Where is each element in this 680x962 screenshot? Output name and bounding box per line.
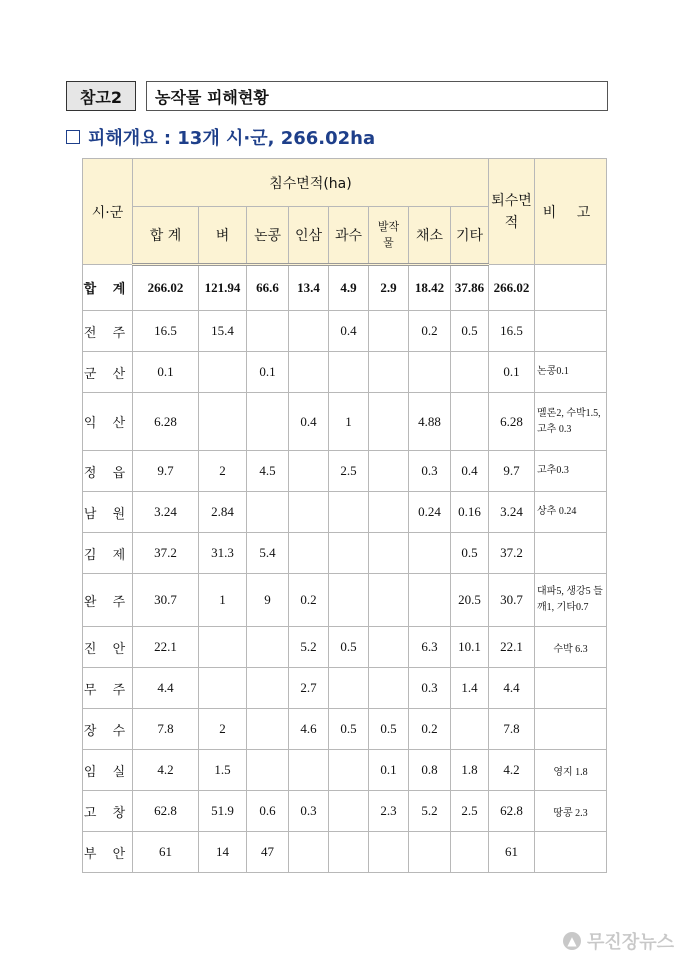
value-cell [289, 352, 329, 393]
table-row [83, 709, 607, 750]
crop-header: 인삼 [289, 207, 329, 265]
value-cell: 0.1 [247, 352, 289, 393]
crop-header: 기타 [451, 207, 489, 265]
value-cell: 61 [133, 832, 199, 873]
value-cell [329, 791, 369, 832]
value-cell: 0.5 [451, 311, 489, 352]
value-cell: 2.5 [451, 791, 489, 832]
region-cell: 남 원 [83, 492, 133, 533]
value-cell: 7.8 [133, 709, 199, 750]
crop-header: 발작물 [369, 207, 409, 265]
value-cell: 9.7 [489, 451, 535, 492]
region-cell: 전 주 [83, 311, 133, 352]
table-row [83, 832, 607, 873]
value-cell: 1.8 [451, 750, 489, 791]
table-row [83, 574, 607, 627]
table-row [83, 265, 607, 311]
note-cell: 고추0.3 [535, 451, 607, 492]
value-cell [329, 750, 369, 791]
value-cell: 37.2 [133, 533, 199, 574]
region-cell: 임 실 [83, 750, 133, 791]
value-cell [451, 832, 489, 873]
value-cell: 0.24 [409, 492, 451, 533]
value-cell [247, 492, 289, 533]
value-cell [329, 352, 369, 393]
watermark-text: 무진장뉴스 [587, 932, 674, 953]
drained-area-header: 퇴수면적 [489, 159, 535, 265]
value-cell: 6.28 [133, 393, 199, 451]
region-cell: 고 창 [83, 791, 133, 832]
value-cell: 0.4 [451, 451, 489, 492]
crop-header: 논콩 [247, 207, 289, 265]
value-cell [247, 709, 289, 750]
value-cell [199, 352, 247, 393]
reference-tag: 참고2 [66, 81, 136, 111]
overview-line [66, 124, 375, 150]
value-cell: 0.1 [133, 352, 199, 393]
value-cell: 16.5 [133, 311, 199, 352]
value-cell: 37.86 [451, 265, 489, 311]
value-cell: 0.1 [489, 352, 535, 393]
value-cell: 0.3 [289, 791, 329, 832]
region-cell: 김 제 [83, 533, 133, 574]
value-cell [369, 574, 409, 627]
value-cell: 2 [199, 709, 247, 750]
value-cell [369, 311, 409, 352]
value-cell [247, 627, 289, 668]
table-row [83, 492, 607, 533]
value-cell: 66.6 [247, 265, 289, 311]
value-cell: 0.6 [247, 791, 289, 832]
region-cell: 무 주 [83, 668, 133, 709]
crop-header: 채소 [409, 207, 451, 265]
value-cell: 0.4 [289, 393, 329, 451]
value-cell: 2.9 [369, 265, 409, 311]
watermark [563, 928, 674, 954]
value-cell: 2.7 [289, 668, 329, 709]
value-cell: 5.4 [247, 533, 289, 574]
value-cell: 266.02 [133, 265, 199, 311]
value-cell: 61 [489, 832, 535, 873]
note-header: 비 고 [535, 159, 607, 265]
value-cell: 0.5 [329, 627, 369, 668]
value-cell [369, 832, 409, 873]
value-cell [289, 311, 329, 352]
value-cell: 0.2 [409, 709, 451, 750]
value-cell: 4.88 [409, 393, 451, 451]
crop-header: 벼 [199, 207, 247, 265]
region-cell: 합 계 [83, 265, 133, 311]
overview-text: 피해개요 : 13개 시·군, 266.02ha [88, 128, 376, 149]
note-cell [535, 265, 607, 311]
value-cell: 5.2 [289, 627, 329, 668]
value-cell [409, 352, 451, 393]
value-cell [369, 352, 409, 393]
crop-header: 합 계 [133, 207, 199, 265]
table-row [83, 668, 607, 709]
value-cell: 30.7 [489, 574, 535, 627]
value-cell [451, 352, 489, 393]
table-row [83, 791, 607, 832]
value-cell: 4.6 [289, 709, 329, 750]
value-cell: 0.2 [409, 311, 451, 352]
value-cell: 51.9 [199, 791, 247, 832]
value-cell [451, 393, 489, 451]
note-cell: 영지 1.8 [535, 750, 607, 791]
value-cell [199, 668, 247, 709]
table-row [83, 352, 607, 393]
mountain-logo-icon: ▲ [563, 932, 581, 950]
value-cell: 0.5 [369, 709, 409, 750]
value-cell: 9.7 [133, 451, 199, 492]
value-cell [369, 451, 409, 492]
value-cell [369, 668, 409, 709]
note-cell: 대파5, 생강5 들깨1, 기타0.7 [535, 574, 607, 627]
value-cell [289, 492, 329, 533]
region-cell: 정 읍 [83, 451, 133, 492]
damage-table [82, 158, 607, 873]
value-cell [247, 393, 289, 451]
value-cell: 62.8 [133, 791, 199, 832]
value-cell: 6.3 [409, 627, 451, 668]
value-cell [451, 709, 489, 750]
value-cell: 0.2 [289, 574, 329, 627]
value-cell [247, 668, 289, 709]
value-cell: 0.4 [329, 311, 369, 352]
value-cell: 30.7 [133, 574, 199, 627]
value-cell [199, 627, 247, 668]
value-cell: 2 [199, 451, 247, 492]
table-row [83, 533, 607, 574]
value-cell [369, 492, 409, 533]
crop-header: 과수 [329, 207, 369, 265]
value-cell: 3.24 [489, 492, 535, 533]
note-cell [535, 709, 607, 750]
value-cell: 20.5 [451, 574, 489, 627]
value-cell: 4.5 [247, 451, 289, 492]
value-cell: 18.42 [409, 265, 451, 311]
value-cell: 31.3 [199, 533, 247, 574]
value-cell: 7.8 [489, 709, 535, 750]
value-cell: 0.8 [409, 750, 451, 791]
value-cell [289, 533, 329, 574]
value-cell: 10.1 [451, 627, 489, 668]
value-cell: 4.4 [489, 668, 535, 709]
value-cell [247, 750, 289, 791]
value-cell: 15.4 [199, 311, 247, 352]
value-cell: 4.9 [329, 265, 369, 311]
region-cell: 부 안 [83, 832, 133, 873]
table-row [83, 393, 607, 451]
value-cell: 3.24 [133, 492, 199, 533]
note-cell: 상추 0.24 [535, 492, 607, 533]
value-cell: 5.2 [409, 791, 451, 832]
value-cell: 22.1 [133, 627, 199, 668]
note-cell: 멜론2, 수박1.5, 고추 0.3 [535, 393, 607, 451]
note-cell [535, 832, 607, 873]
value-cell: 0.5 [451, 533, 489, 574]
value-cell: 1 [329, 393, 369, 451]
value-cell: 4.4 [133, 668, 199, 709]
value-cell: 121.94 [199, 265, 247, 311]
value-cell: 4.2 [133, 750, 199, 791]
value-cell [409, 574, 451, 627]
value-cell [329, 574, 369, 627]
value-cell: 6.28 [489, 393, 535, 451]
table-row [83, 311, 607, 352]
region-cell: 완 주 [83, 574, 133, 627]
value-cell: 47 [247, 832, 289, 873]
value-cell: 4.2 [489, 750, 535, 791]
value-cell: 2.3 [369, 791, 409, 832]
table-row [83, 451, 607, 492]
value-cell [329, 832, 369, 873]
value-cell: 16.5 [489, 311, 535, 352]
value-cell: 0.1 [369, 750, 409, 791]
value-cell [289, 451, 329, 492]
region-cell: 익 산 [83, 393, 133, 451]
value-cell [329, 533, 369, 574]
value-cell: 2.5 [329, 451, 369, 492]
value-cell [409, 832, 451, 873]
value-cell: 62.8 [489, 791, 535, 832]
value-cell: 14 [199, 832, 247, 873]
value-cell: 22.1 [489, 627, 535, 668]
value-cell [247, 311, 289, 352]
value-cell: 2.84 [199, 492, 247, 533]
value-cell [369, 533, 409, 574]
value-cell [329, 492, 369, 533]
value-cell [289, 750, 329, 791]
region-header: 시·군 [83, 159, 133, 265]
value-cell: 266.02 [489, 265, 535, 311]
note-cell: 땅콩 2.3 [535, 791, 607, 832]
value-cell: 1.5 [199, 750, 247, 791]
table-row [83, 750, 607, 791]
checkbox-square-icon [66, 130, 80, 144]
region-cell: 장 수 [83, 709, 133, 750]
note-cell: 논콩0.1 [535, 352, 607, 393]
value-cell: 13.4 [289, 265, 329, 311]
section-title: 농작물 피해현황 [146, 81, 608, 111]
value-cell [369, 627, 409, 668]
section-header [66, 81, 608, 111]
value-cell [199, 393, 247, 451]
value-cell: 0.5 [329, 709, 369, 750]
value-cell: 0.3 [409, 668, 451, 709]
value-cell: 37.2 [489, 533, 535, 574]
value-cell [369, 393, 409, 451]
flooded-area-header: 침수면적(ha) [133, 159, 489, 207]
note-cell [535, 668, 607, 709]
region-cell: 진 안 [83, 627, 133, 668]
note-cell [535, 533, 607, 574]
region-cell: 군 산 [83, 352, 133, 393]
value-cell [409, 533, 451, 574]
value-cell [289, 832, 329, 873]
value-cell: 1.4 [451, 668, 489, 709]
note-cell: 수박 6.3 [535, 627, 607, 668]
table-row [83, 627, 607, 668]
value-cell: 0.3 [409, 451, 451, 492]
value-cell [329, 668, 369, 709]
value-cell: 9 [247, 574, 289, 627]
value-cell: 1 [199, 574, 247, 627]
note-cell [535, 311, 607, 352]
value-cell: 0.16 [451, 492, 489, 533]
